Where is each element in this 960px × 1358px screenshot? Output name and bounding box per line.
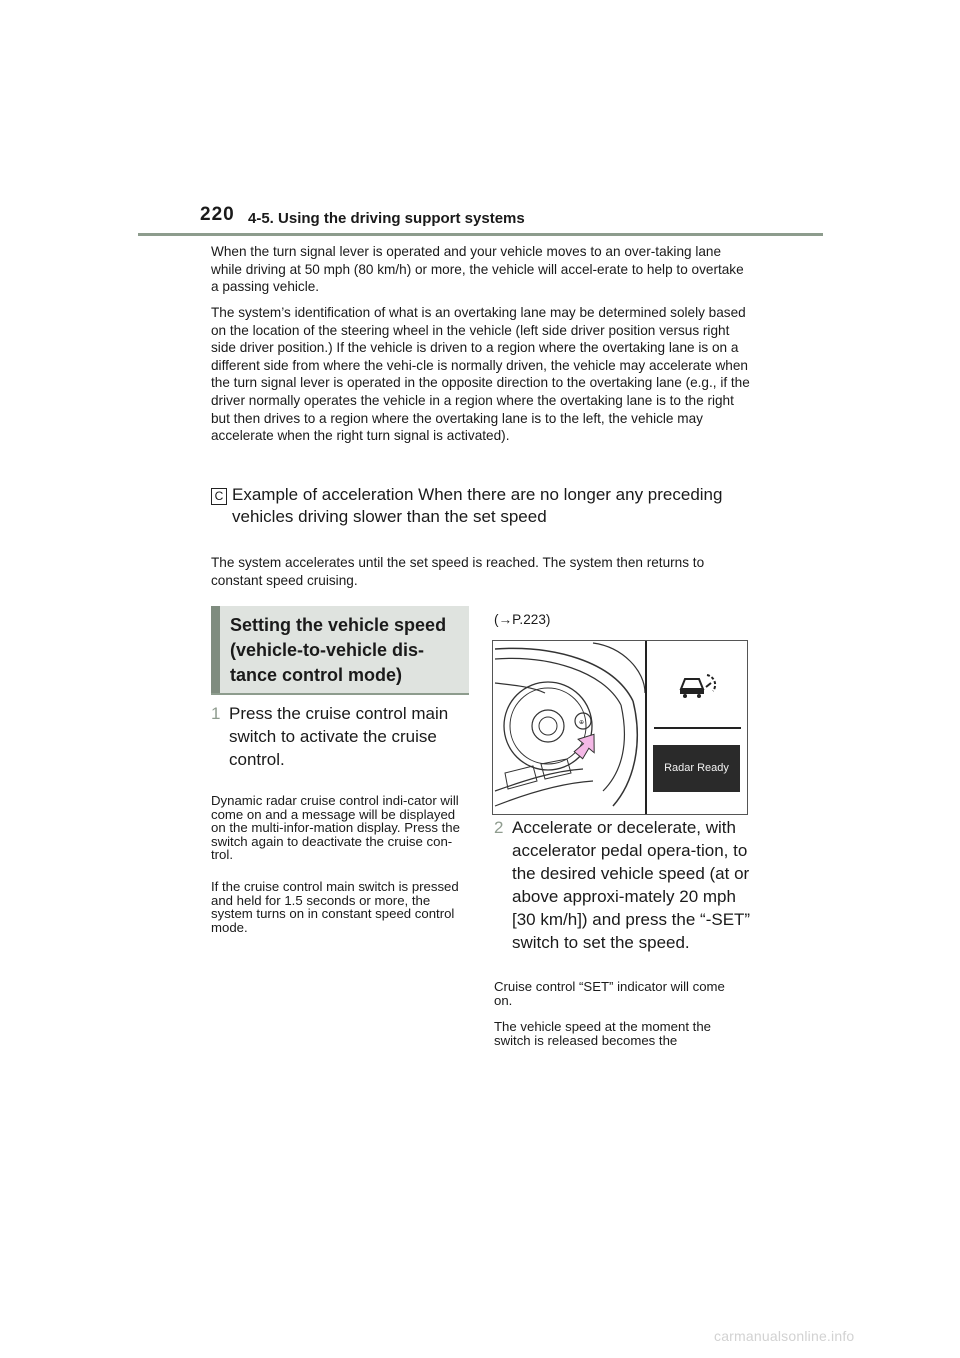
radar-cruise-icon [677, 669, 717, 699]
figure-divider [645, 641, 647, 815]
steering-switch-figure [492, 640, 748, 815]
section-heading-box: Setting the vehicle speed (vehicle-to-vehicle dis-tance control mode) [211, 606, 469, 694]
example-heading: Example of acceleration When there are no longer any preceding vehicles driving slower than the set speed [232, 485, 723, 526]
step-2-number: 2 [494, 818, 504, 837]
speed-release-note: The vehicle speed at the moment the switch is released becomes the [494, 1019, 711, 1048]
svg-text:⊕: ⊕ [579, 719, 585, 726]
section-title: 4-5. Using the driving support systems [248, 210, 525, 227]
page-header [0, 0, 960, 240]
pointer-arrow-icon [570, 728, 603, 761]
header-divider [138, 233, 823, 236]
acceleration-paragraph: The system accelerates until the set speed is reached. The system then returns to constant speed cruising. [211, 555, 705, 588]
figure-separator [654, 727, 741, 729]
step-2-text: Accelerate or decelerate, with accelerator pedal opera-tion, to the desired vehicle speed (at or above approxi-mately 20 mph [30 km/h]) and press the “-SET” switch to set the speed. [512, 818, 751, 952]
step-1-number: 1 [211, 704, 221, 723]
page-reference: (→P.223) [494, 612, 551, 627]
overtaking-paragraph: When the turn signal lever is operated and your vehicle moves to an over-taking lane while driving at 50 mph (80 km/h) or more, the vehicle will accel-erate to help to overtake a passing vehicle. [211, 244, 744, 295]
watermark: carmanualsonline.info [714, 1328, 855, 1344]
step-1-text: Press the cruise control main switch to activate the cruise control. [229, 704, 449, 769]
set-indicator-note: Cruise control “SET” indicator will come on. [494, 979, 725, 1008]
heading-box-rule [211, 693, 469, 695]
lane-identification-paragraph: The system’s identification of what is an overtaking lane may be determined solely based on the location of the steering wheel in the vehicle (left side driver position versus right side driver position.) If the vehicle is driven to a region where the overtaking lane is on a different side from where the vehi-cle is normally driven, the vehicle may accelerate when the turn signal lever is operated in the opposite direction to the overtaking lane (e.g., if the driver normally operates the vehicle in a region where the overtaking lane is to the right but then drives to a region where the overtaking lane is to the left, the vehicle may accelerate when the right turn signal is activated). [211, 305, 750, 444]
hold-switch-note: If the cruise control main switch is pressed and held for 1.5 seconds or more, the system turns on in constant speed control mode. [211, 879, 459, 935]
page-number: 220 [200, 204, 235, 225]
indicator-note: Dynamic radar cruise control indi-cator will come on and a message will be displayed on the multi-infor-mation display. Press the switch again to deactivate the cruise con-trol. [211, 793, 460, 862]
example-badge: C [211, 488, 227, 505]
radar-ready-display: Radar Ready [653, 745, 740, 792]
